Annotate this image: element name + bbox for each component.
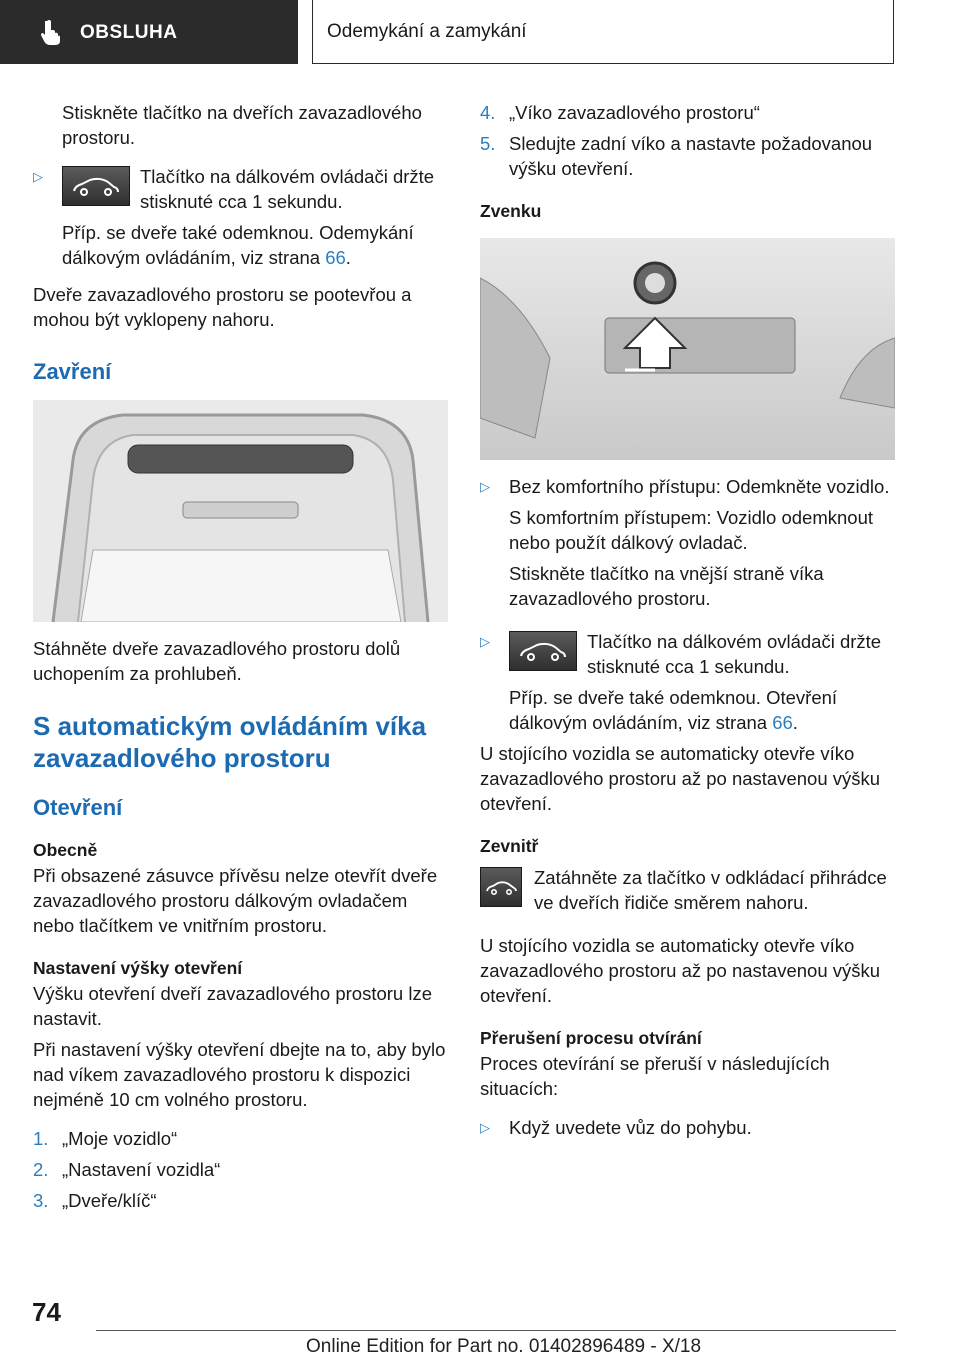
paragraph: Proces otevírání se přeruší v následujících situacích: <box>480 1053 830 1099</box>
trunk-interior-image <box>33 400 448 622</box>
heading-interrupt: Přerušení procesu otvírání <box>480 1028 702 1048</box>
heading-auto: S automatickým ovládáním víka zavazadlového prostoru <box>33 711 427 773</box>
section-tab <box>0 0 298 64</box>
key-note <box>33 220 448 270</box>
left-column <box>33 100 448 1213</box>
step-text: Sledujte zadní víko a nastavte požadovanou výšku otevření. <box>509 133 873 179</box>
key-text: Tlačítko na dálkovém ovládači držte stisknuté cca 1 sekundu. <box>140 166 435 212</box>
remote-key-instruction <box>33 164 448 214</box>
page-link[interactable]: 66 <box>772 712 793 733</box>
bullet-item <box>480 474 895 499</box>
paragraph: Při obsazené zásuvce přívěsu nelze otevřít dveře zavazadlového prostoru dálkovým ovladačem nebo tlačítkem ve vnitřním prostoru. <box>33 865 438 936</box>
bullet-triangle-icon: ▷ <box>33 169 43 184</box>
step-text: „Dveře/klíč“ <box>62 1190 157 1211</box>
step-item <box>33 1188 448 1213</box>
section-title: OBSLUHA <box>80 21 178 43</box>
bullet-text: Když uvedete vůz do pohybu. <box>509 1117 752 1138</box>
page-link[interactable]: 66 <box>325 247 346 268</box>
bullet-text: Bez komfortního přístupu: Odemkněte vozidlo. <box>509 476 890 497</box>
step-item <box>33 1126 448 1151</box>
chapter-title: Odemykání a zamykání <box>327 21 527 42</box>
note-text: Příp. se dveře také odemknou. Odemykání dálkovým ovládáním, viz strana <box>62 222 414 268</box>
edition-note: Online Edition for Part no. 01402896489 - X/18 <box>306 1336 702 1357</box>
paragraph: U stojícího vozidla se automaticky otevře víko zavazadlového prostoru až po nastavenou výšku otevření. <box>480 743 881 814</box>
step-number: 1. <box>33 1128 49 1149</box>
step-number: 2. <box>33 1159 49 1180</box>
inside-button-instruction <box>480 865 895 915</box>
chapter-header <box>312 0 894 64</box>
remote-key-instruction <box>480 629 895 679</box>
heading-height: Nastavení výšky otevření <box>33 958 243 978</box>
step-item <box>33 1157 448 1182</box>
step-item <box>480 100 895 125</box>
paragraph: Výšku otevření dveří zavazadlového prostoru lze nastavit. <box>33 983 432 1029</box>
key-text: Tlačítko na dálkovém ovládači držte stisknuté cca 1 sekundu. <box>587 631 882 677</box>
remote-trunk-key-icon <box>509 631 577 671</box>
note-end: . <box>345 247 351 268</box>
heading-open: Otevření <box>33 795 123 820</box>
page-number: 74 <box>32 1297 61 1327</box>
step-number: 5. <box>480 133 496 154</box>
step-number: 3. <box>33 1190 49 1211</box>
paragraph: Stiskněte tlačítko na vnější straně víka zavazadlového prostoru. <box>509 563 824 609</box>
paragraph: S komfortním přístupem: Vozidlo odemknout nebo použít dálkový ovladač. <box>509 507 874 553</box>
note-text: Příp. se dveře také odemknou. Otevření dálkovým ovládáním, viz strana <box>509 687 838 733</box>
interior-trunk-button-icon <box>480 867 522 907</box>
paragraph: Stiskněte tlačítko na dveřích zavazadlového prostoru. <box>62 102 422 148</box>
heading-general: Obecně <box>33 840 98 860</box>
footer-divider <box>96 1330 896 1331</box>
key-note <box>480 685 895 735</box>
inside-text: Zatáhněte za tlačítko v odkládací přihrádce ve dveřích řidiče směrem nahoru. <box>534 867 887 913</box>
step-text: „Moje vozidlo“ <box>62 1128 178 1149</box>
bullet-item <box>480 1115 895 1140</box>
paragraph: Při nastavení výšky otevření dbejte na to, aby bylo nad víkem zavazadlového prostoru k dispozici nejméně 10 cm volného prostoru. <box>33 1039 446 1110</box>
right-column <box>480 100 895 1140</box>
paragraph: Stáhněte dveře zavazadlového prostoru dolů uchopením za prohlubeň. <box>33 638 401 684</box>
paragraph: Dveře zavazadlového prostoru se pootevřou a mohou být vyklopeny nahoru. <box>33 284 412 330</box>
heading-outside: Zvenku <box>480 201 542 221</box>
step-text: „Víko zavazadlového prostoru“ <box>509 102 760 123</box>
trunk-exterior-image <box>480 238 895 460</box>
bullet-triangle-icon: ▷ <box>480 1120 490 1135</box>
bullet-triangle-icon: ▷ <box>480 634 490 649</box>
remote-trunk-key-icon <box>62 166 130 206</box>
step-item <box>480 131 895 181</box>
heading-close: Zavření <box>33 359 112 384</box>
step-number: 4. <box>480 102 496 123</box>
paragraph: U stojícího vozidla se automaticky otevře víko zavazadlového prostoru až po nastavenou výšku otevření. <box>480 935 881 1006</box>
heading-inside: Zevnitř <box>480 836 539 856</box>
hand-pointer-icon <box>40 19 62 45</box>
step-text: „Nastavení vozidla“ <box>62 1159 221 1180</box>
bullet-triangle-icon: ▷ <box>480 479 490 494</box>
note-end: . <box>792 712 798 733</box>
